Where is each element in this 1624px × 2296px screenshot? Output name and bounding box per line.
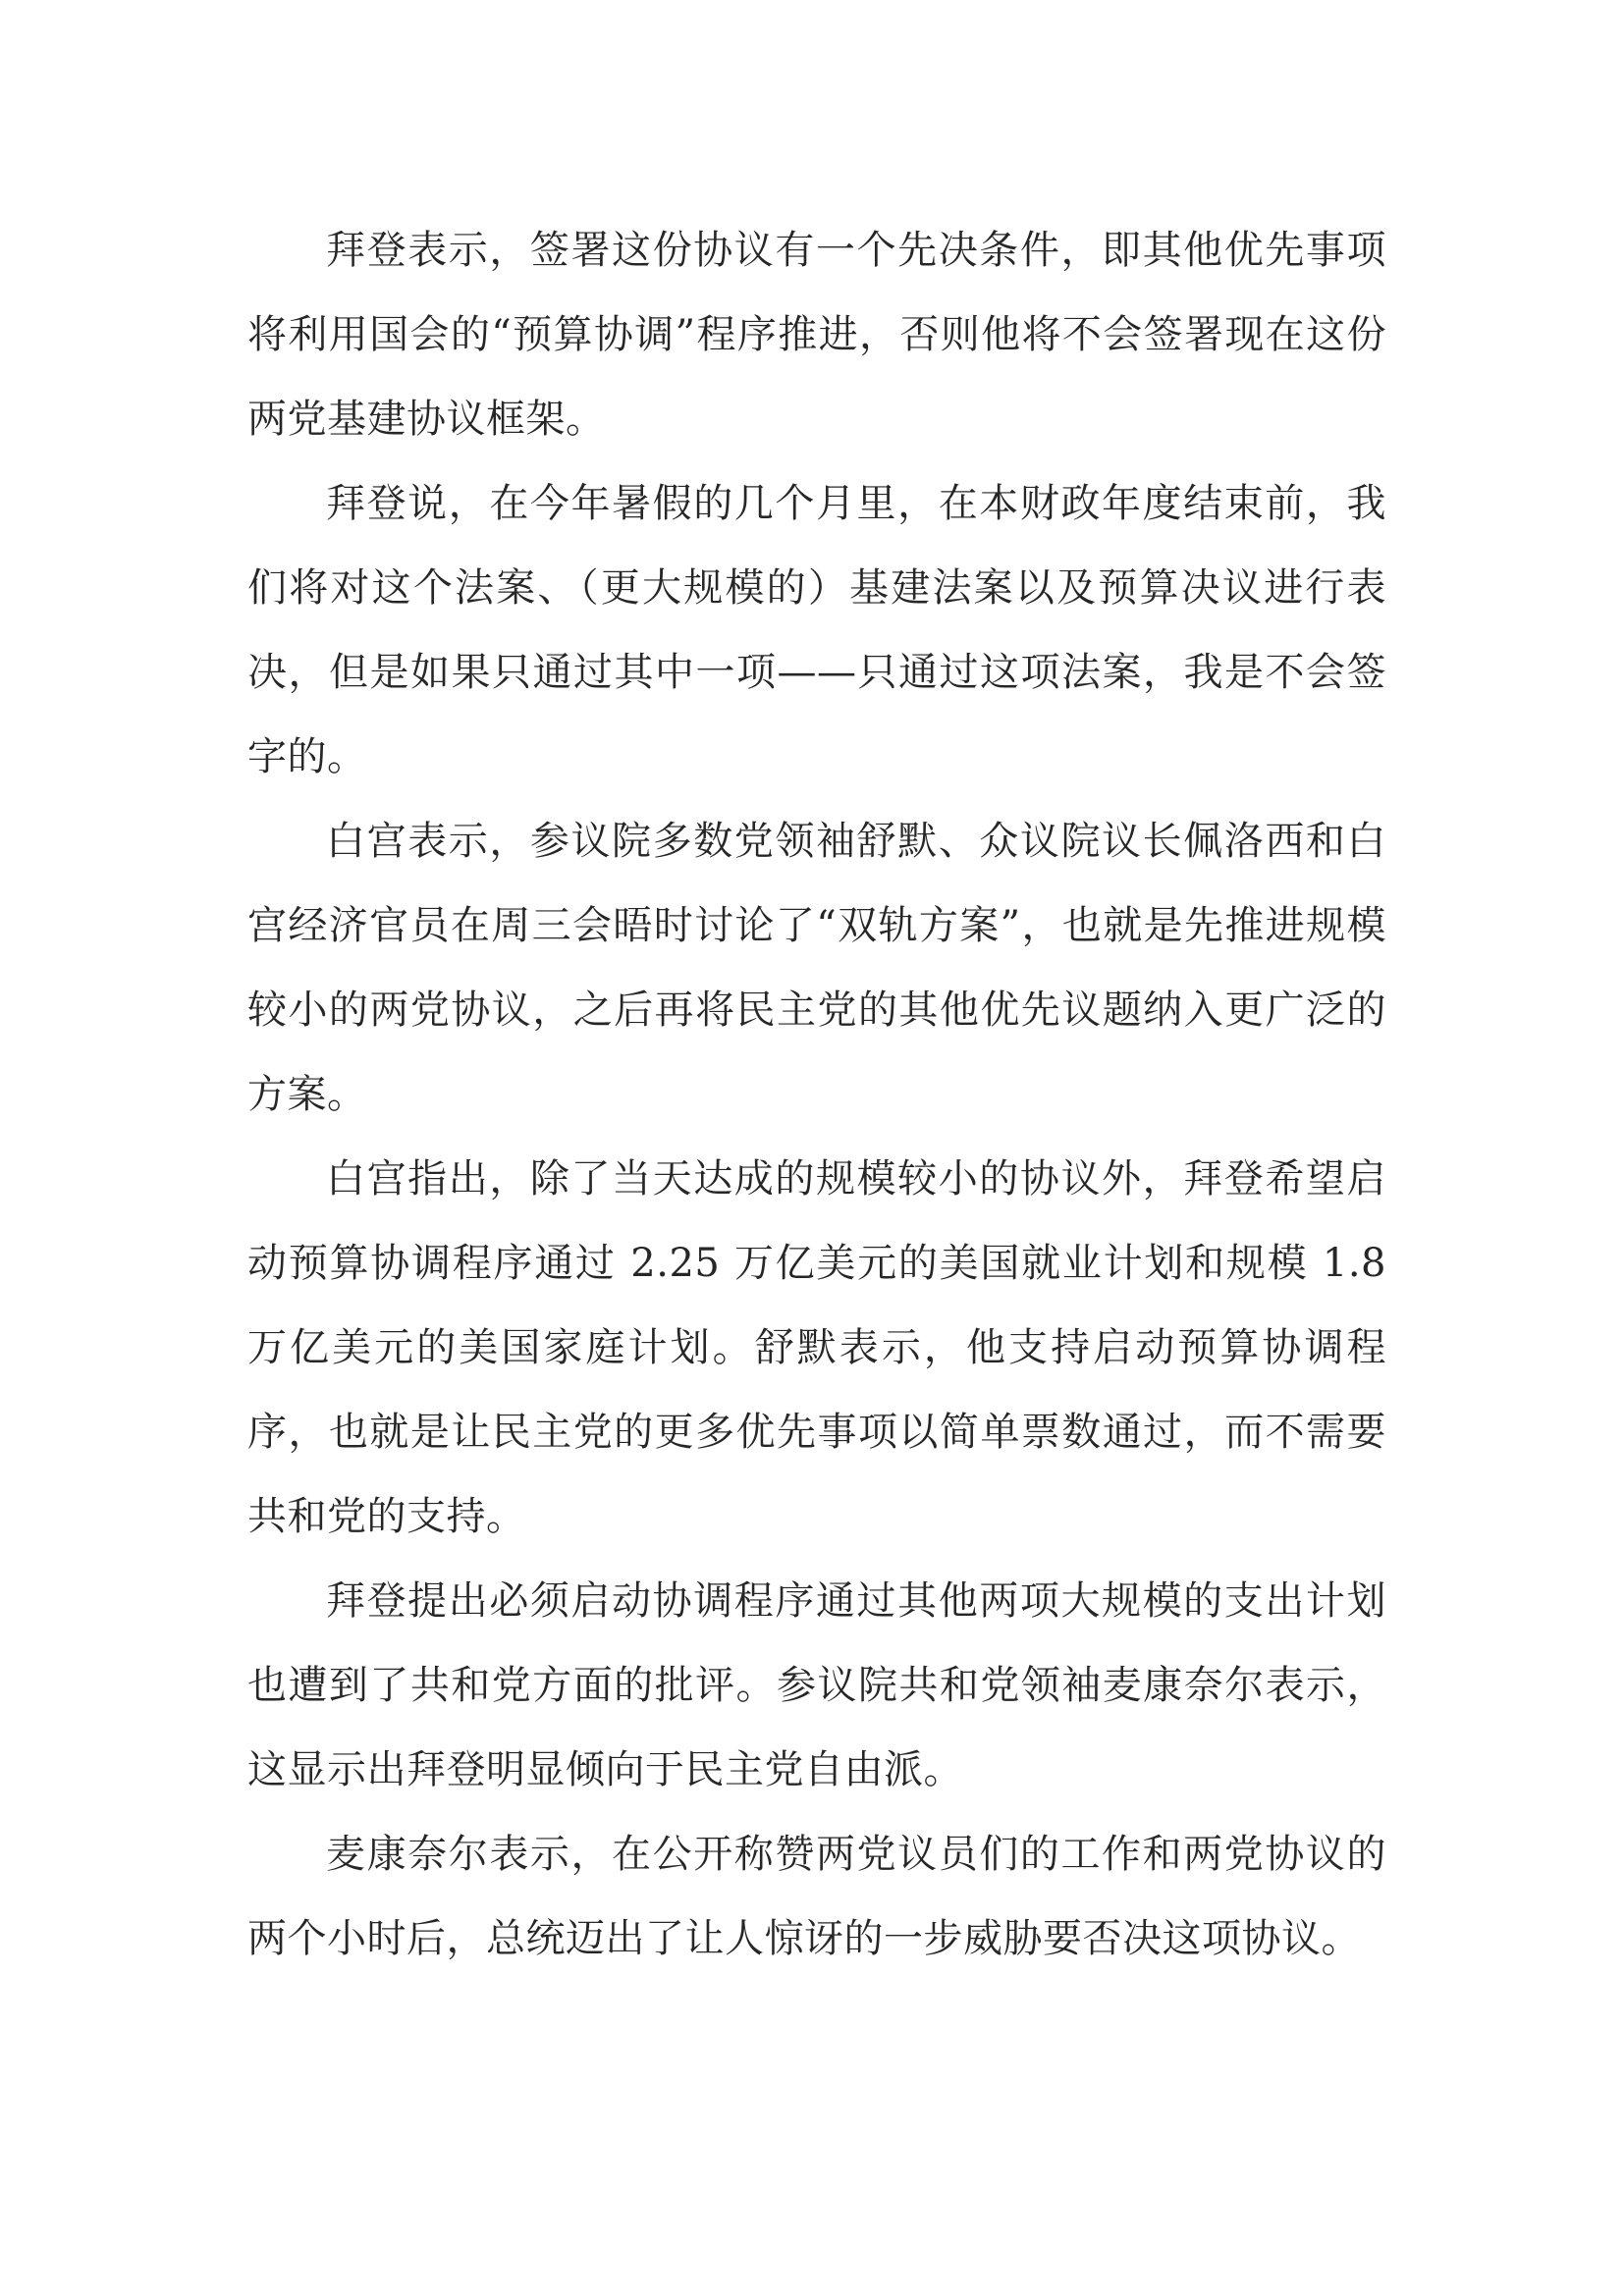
document-body [247, 208, 1386, 1981]
paragraph-4: 白宫指出，除了当天达成的规模较小的协议外，拜登希望启动预算协调程序通过 2.25 万亿美元的美国就业计划和规模 1.8 万亿美元的美国家庭计划。舒默表示，他支持启动预算协调程序，也就是让民主党的更多优先事项以简单票数通过，而不需要共和党的支持。 [247, 1156, 1386, 1539]
paragraph-5: 拜登提出必须启动协调程序通过其他两项大规模的支出计划也遭到了共和党方面的批评。参议院共和党领袖麦康奈尔表示，这显示出拜登明显倾向于民主党自由派。 [247, 1578, 1386, 1792]
paragraph-3: 白宫表示，参议院多数党领袖舒默、众议院议长佩洛西和白宫经济官员在周三会晤时讨论了“双轨方案”，也就是先推进规模较小的两党协议，之后再将民主党的其他优先议题纳入更广泛的方案。 [247, 819, 1386, 1117]
paragraph-1: 拜登表示，签署这份协议有一个先决条件，即其他优先事项将利用国会的“预算协调”程序推进，否则他将不会签署现在这份两党基建协议框架。 [247, 228, 1386, 442]
paragraph-2: 拜登说，在今年暑假的几个月里，在本财政年度结束前，我们将对这个法案、（更大规模的）基建法案以及预算决议进行表决，但是如果只通过其中一项——只通过这项法案，我是不会签字的。 [247, 481, 1386, 779]
paragraph-6: 麦康奈尔表示，在公开称赞两党议员们的工作和两党协议的两个小时后，总统迈出了让人惊讶的一步威胁要否决这项协议。 [247, 1832, 1386, 1961]
